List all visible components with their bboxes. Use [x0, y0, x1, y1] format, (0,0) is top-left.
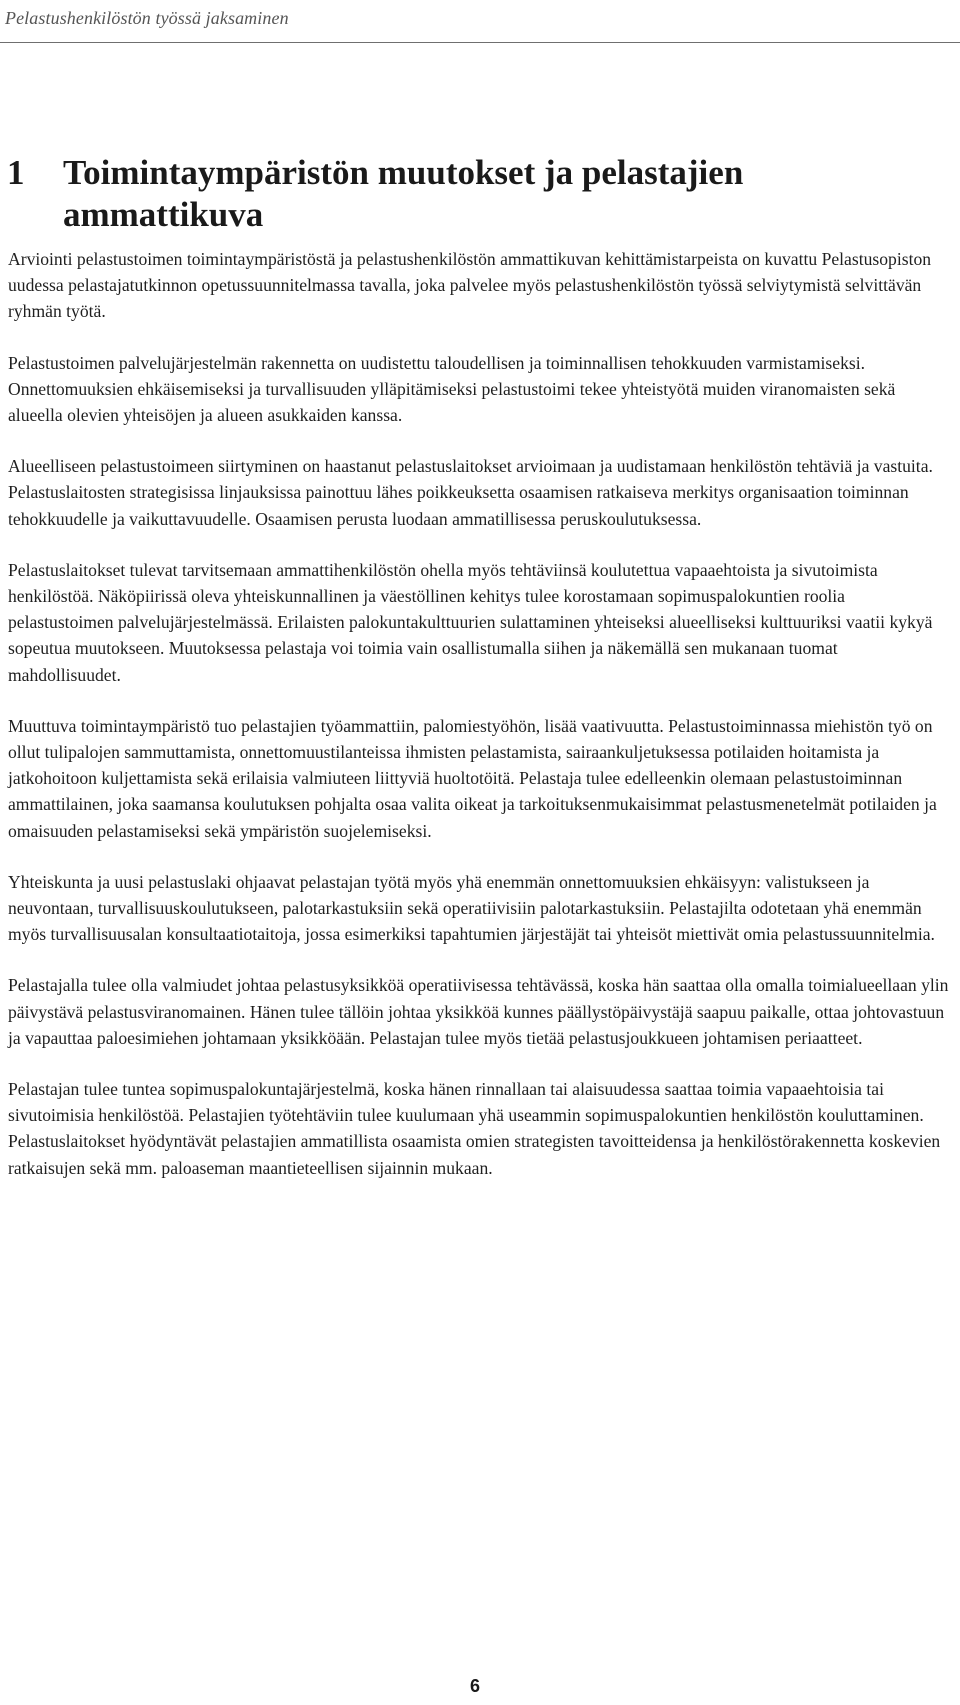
paragraph-1: Arviointi pelastustoimen toimintaympäristöstä ja pelastushenkilöstön ammattikuvan kehittämistarpeista on kuvattu Pelastusopiston uudessa pelastajatutkinnon opetussuunnitelmassa tavalla, joka palvelee myös pelastushenkilöstön työssä selviytymistä selvittävän ryhmän työtä. — [8, 249, 932, 322]
body-text — [8, 246, 953, 1206]
chapter-title — [7, 152, 907, 236]
paragraph-7: Pelastajalla tulee olla valmiudet johtaa pelastusyksikköä operatiivisessa tehtävässä, koska hän saattaa olla omalla toimialueellaan ylin päivystävä pelastusviranomainen. Hänen tulee tällöin johtaa yksikköä kunnes päällystöpäivystäjä saapuu paikalle, ottaa johtovastuun ja vapauttaa paloesimiehen johtamaan yksikköään. Pelastajan tulee myös tietää pelastusjoukkueen johtamisen periaatteet. — [8, 975, 949, 1048]
paragraph-3: Alueelliseen pelastustoimeen siirtyminen on haastanut pelastuslaitokset arvioimaan ja uudistamaan henkilöstön tehtäviä ja vastuita. Pelastuslaitosten strategisissa linjauksissa painottuu lähes poikkeuksetta osaamisen ratkaiseva merkitys organisaation toiminnan tehokkuudelle ja vaikuttavuudelle. Osaamisen perusta luodaan ammatillisessa peruskoulutuksessa. — [8, 456, 933, 529]
paragraph-8: Pelastajan tulee tuntea sopimuspalokuntajärjestelmä, koska hänen rinnallaan tai alaisuudessa saattaa toimia vapaaehtoisia tai sivutoimisia henkilöstöä. Pelastajien työtehtäviin tulee kuulumaan yhä useammin sopimuspalokuntien henkilöstön kouluttaminen. — [8, 1079, 924, 1126]
paragraph-9: Pelastuslaitokset hyödyntävät pelastajien ammatillista osaamista omien strategisten tavoitteidensa ja henkilöstörakennetta koskevien ratkaisujen sekä mm. paloaseman maantieteellisen sijainnin mukaan. — [8, 1131, 941, 1178]
chapter-title-text1: Toimintaympäristön muutokset ja pelastajien — [63, 153, 744, 192]
paragraph-2: Pelastustoimen palvelujärjestelmän rakennetta on uudistettu taloudellisen ja toiminnallisen tehokkuuden varmistamiseksi. Onnettomuuksien ehkäisemiseksi ja turvallisuuden ylläpitämiseksi pelastustoimi tekee yhteistyötä muiden viranomaisten sekä alueella olevien yhteisöjen ja alueen asukkaiden kanssa. — [8, 352, 896, 426]
chapter-title-line1 — [7, 152, 907, 194]
running-header: Pelastushenkilöstön työssä jaksaminen — [5, 8, 289, 28]
chapter-title-line2: ammattikuva — [63, 195, 264, 234]
paragraph-6: Yhteiskunta ja uusi pelastuslaki ohjaavat pelastajan työtä myös yhä enemmän onnettomuuksien ehkäisyyn: valistukseen ja neuvontaan, turvallisuuskoulutukseen, palotarkastuksiin sekä operatiivisiin palotarkastuksiin. Pelastajilta odotetaan yhä enemmän myös turvallisuusalan konsultaatiotaitoja, jossa esimerkiksi tapahtumien järjestäjät tai yhteisöt miettivät omia pelastussuunnitelmia. — [8, 871, 935, 945]
paragraph-5: Muuttuva toimintaympäristö tuo pelastajien työammattiin, palomiestyöhön, lisää vaativuutta. Pelastustoiminnassa miehistön työ on ollut tulipalojen sammuttamista, onnettomuustilanteissa ihmisten pelastamista, sairaankuljetuksessa potilaiden hoitamista ja jatkohoitoon kuljettamista sekä erilaisia valmiuteen liittyviä huoltotöitä. Pelastaja tulee edelleenkin olemaan pelastustoiminnan ammattilainen, joka saamansa koulutuksen pohjalta osaa valita oikeat ja tarkoituksenmukaisimmat pelastusmenetelmät potilaiden ja omaisuuden pelastamiseksi sekä ympäristön suojelemiseksi. — [8, 715, 937, 841]
paragraph-4: Pelastuslaitokset tulevat tarvitsemaan ammattihenkilöstön ohella myös tehtäviinsä koulutettua vapaaehtoista ja sivutoimista henkilöstöä. Näköpiirissä oleva yhteiskunnallinen ja väestöllinen kehitys tulee korostamaan sopimuspalokuntien roolia pelastustoimen palvelujärjestelmässä. Erilaisten palokuntakulttuurien sulattaminen yhteiseksi alueelliseksi kulttuuriksi vaatii kykyä sopeutua muutokseen. Muutoksessa pelastaja voi toimia vain osallistumalla siihen ja näkemällä sen mukanaan tuomat mahdollisuudet. — [8, 559, 933, 685]
chapter-number: 1 — [7, 153, 25, 192]
header-divider — [0, 42, 960, 43]
page-number: 6 — [470, 1676, 481, 1696]
